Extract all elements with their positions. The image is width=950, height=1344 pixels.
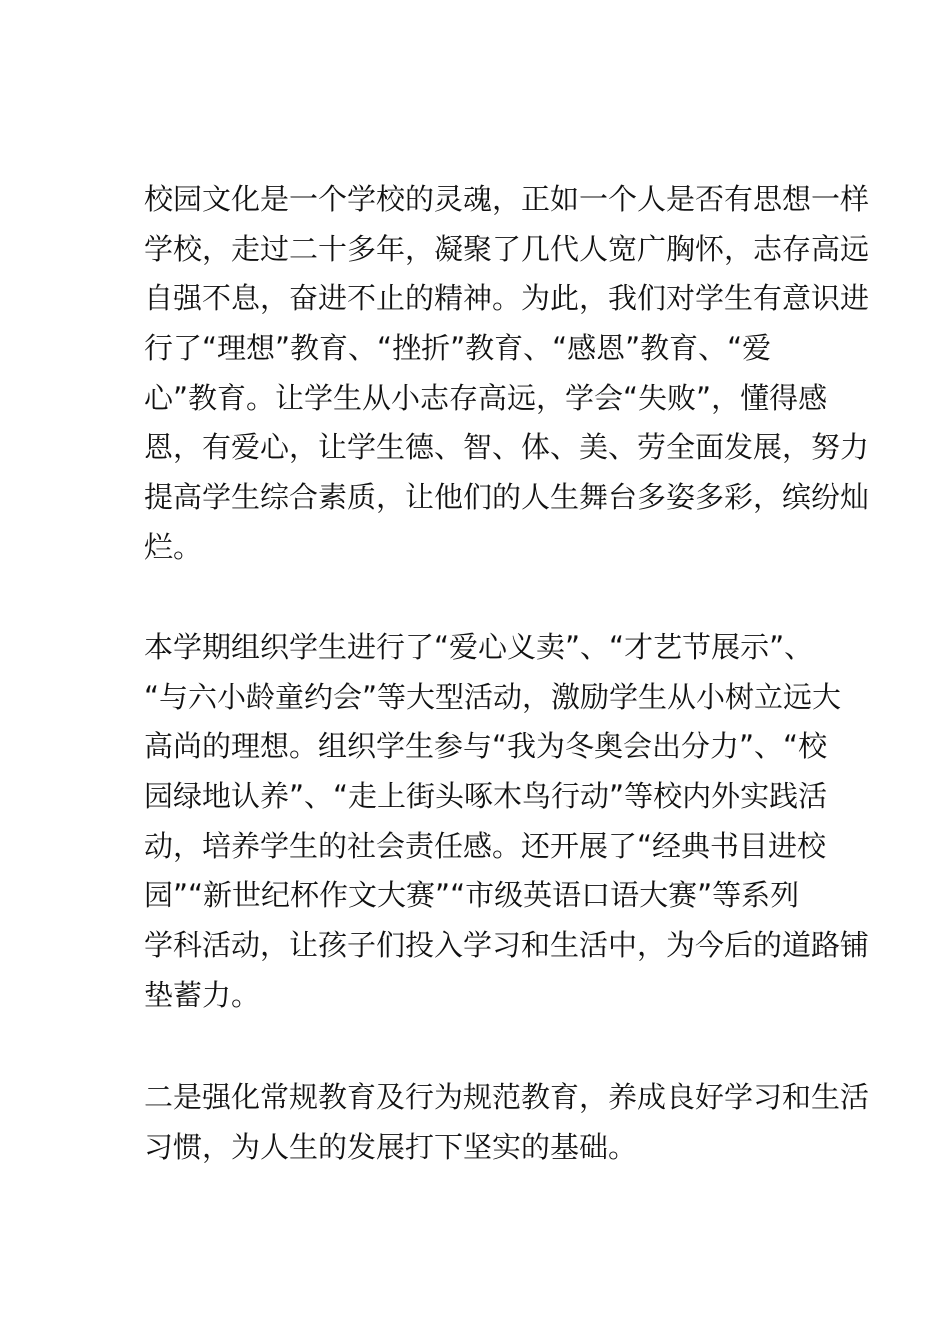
text-line: 学科活动，让孩子们投入学习和生活中，为今后的道路铺 xyxy=(144,928,870,963)
text-line: 本学期组织学生进行了“爱心义卖”、“才艺节展示”、 xyxy=(144,630,814,664)
text-line: 习惯，为人生的发展打下坚实的基础。 xyxy=(144,1129,638,1164)
text-line: 行了“理想”教育、“挫折”教育、“感恩”教育、“爱 xyxy=(144,331,772,366)
text-line: 动，培养学生的社会责任感。还开展了“经典书目进校 xyxy=(144,828,827,863)
text-line: 自强不息，奋进不止的精神。为此，我们对学生有意识进 xyxy=(144,281,870,316)
text-line: 园绿地认养”、“走上街头啄木鸟行动”等校内外实践活 xyxy=(144,779,828,814)
text-line: 烂。 xyxy=(144,529,203,564)
text-line: 园”“新世纪杯作文大赛”“市级英语口语大赛”等系列 xyxy=(144,878,800,913)
text-line: 学校，走过二十多年，凝聚了几代人宽广胸怀，志存高远 xyxy=(144,231,870,266)
text-line: 校园文化是一个学校的灵魂，正如一个人是否有思想一样 xyxy=(144,182,870,216)
text-line: 垫蓄力。 xyxy=(144,977,261,1012)
paragraph-routine-education xyxy=(144,1073,870,1172)
paragraph-campus-culture xyxy=(144,175,870,573)
text-line: 心”教育。让学生从小志存高远，学会“失败”，懂得感 xyxy=(144,380,828,415)
text-line: “与六小龄童约会”等大型活动，激励学生从小树立远大 xyxy=(144,679,842,714)
text-line: 高尚的理想。组织学生参与“我为冬奥会出分力”、“校 xyxy=(144,729,828,764)
text-line: 二是强化常规教育及行为规范教育，养成良好学习和生活 xyxy=(144,1080,870,1114)
text-line: 恩，有爱心，让学生德、智、体、美、劳全面发展，努力 xyxy=(144,430,870,465)
paragraph-semester-activities xyxy=(144,623,870,1021)
text-line: 提高学生综合素质，让他们的人生舞台多姿多彩，缤纷灿 xyxy=(144,480,870,515)
